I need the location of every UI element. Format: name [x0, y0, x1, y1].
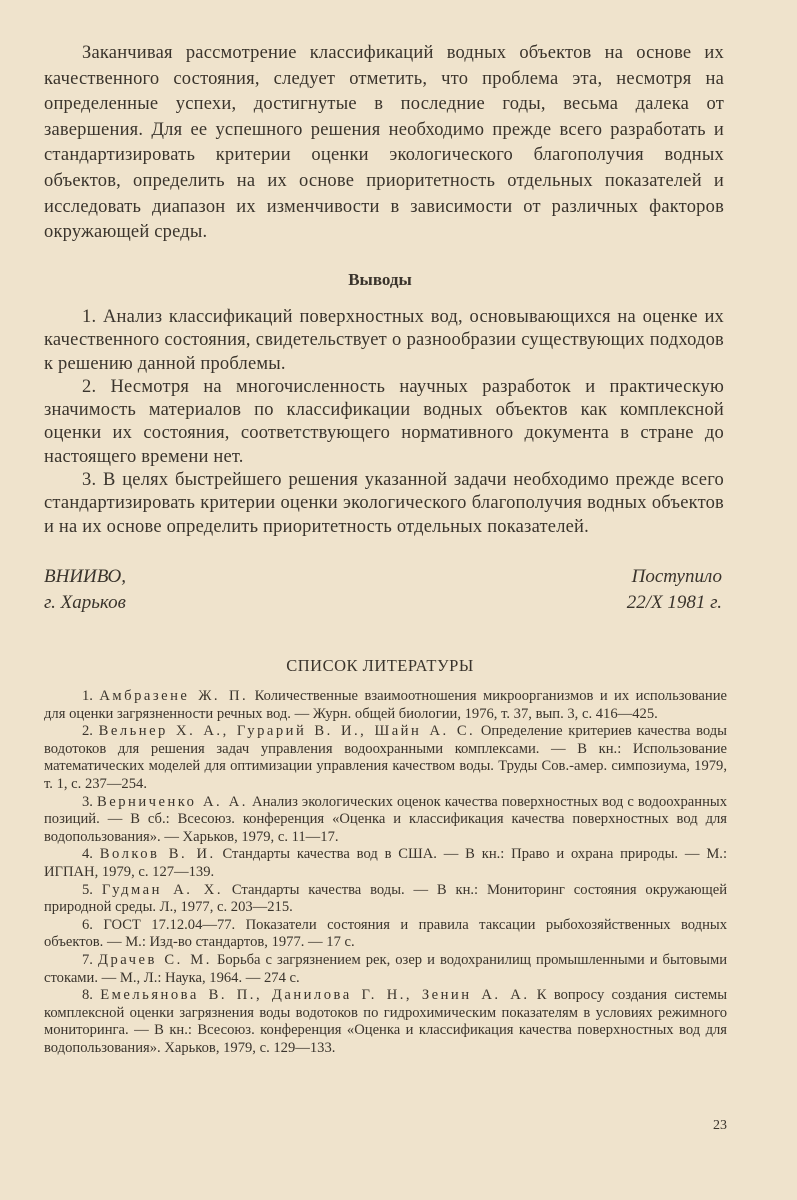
institute-city: г. Харьков [44, 592, 126, 613]
conclusions-heading: Выводы [348, 270, 412, 289]
reference-number: 6. [82, 916, 93, 933]
reference-item [44, 917, 727, 952]
intro-paragraph: Заканчивая рассмотрение классификаций водных объектов на основе их качественного состояния, следует отметить, что проблема эта, несмотря на определенные успехи, достигнутые в последние годы, весьма далека от завершения. Для ее успешного решения необходимо прежде всего разработать и стандартизировать критерии оценки экологического благополучия водных объектов, определить на их основе приоритетность отдельных показателей и исследовать диапазон их изменчивости в зависимости от различных факторов окружающей среды. [44, 43, 724, 243]
reference-authors: Амбразене Ж. П. [99, 688, 249, 704]
reference-authors: Драчев С. М. [98, 951, 212, 968]
received-date: 22/X 1981 г. [626, 592, 722, 613]
reference-authors: Верниченко А. А. [97, 793, 248, 810]
reference-text: Стандарты качества воды. — В кн.: Мониторинг состояния окружающей природной среды. Л., 1977, с. 203—215. [44, 881, 728, 916]
reference-item [44, 952, 727, 987]
signature-row [44, 566, 722, 588]
reference-text: ГОСТ 17.12.04—77. Показатели состояния и правила таксации рыбохозяйственных водных объектов. — М.: Изд-во стандартов, 1977. — 17 с. [44, 916, 727, 951]
reference-item [44, 794, 727, 847]
references-heading: СПИСОК ЛИТЕРАТУРЫ [286, 656, 474, 675]
conclusion-item: 1. Анализ классификаций поверхностных вод, основывающихся на оценке их качественного состояния, свидетельствует о разнообразии существующих подходов к решению данной проблемы. [44, 307, 724, 374]
reference-authors: Волков В. И. [99, 846, 216, 863]
reference-number: 3. [82, 793, 93, 810]
conclusion-item: 2. Несмотря на многочисленность научных разработок и практическую значимость материалов по классификации водных объектов как комплексной оценки их состояния, соответствующего нормативного документа в стране до настоящего времени нет. [44, 376, 724, 467]
reference-item [44, 723, 727, 793]
reference-authors: Гудман А. Х. [101, 881, 223, 898]
reference-text: Стандарты качества вод в США. — В кн.: Право и охрана природы. — М.: ИГПАН, 1979, с. 127—139. [44, 846, 727, 880]
reference-item [44, 846, 727, 881]
reference-item [44, 882, 727, 917]
reference-number: 2. [82, 723, 93, 740]
reference-authors: Вельнер Х. А., Гурарий В. И., Шайн А. С. [98, 723, 476, 740]
received-label: Поступило [631, 566, 722, 587]
reference-text: Анализ экологических оценок качества поверхностных вод с водоохранных позиций. — В сб.: Всесоюз. конференция «Оценка и классификация качества поверхностных вод для водопользования». — Харьков, 1979, с. 11—17. [44, 793, 727, 845]
reference-authors: Емельянова В. П., Данилова Г. Н., Зенин А. А. [100, 987, 530, 1004]
signature-row [44, 592, 722, 614]
institute-name: ВНИИВО, [44, 566, 126, 587]
conclusion-item: 3. В целях быстрейшего решения указанной задачи необходимо прежде всего стандартизировать критерии оценки экологического благополучия водных объектов и на их основе определить приоритетность отдельных показателей. [44, 470, 724, 537]
reference-number: 8. [82, 987, 93, 1004]
reference-item [44, 987, 727, 1057]
conclusions-list [44, 306, 724, 539]
reference-number: 7. [82, 951, 93, 968]
reference-text: Количественные взаимоотношения микроорганизмов и их использование для оценки загрязненности речных вод. — Журн. общей биологии, 1976, т. 37, вып. 3, с. 416—425. [44, 688, 727, 722]
reference-number: 4. [82, 846, 93, 863]
reference-text: К вопросу создания системы комплексной оценки загрязнения воды водотоков по гидрохимическим показателям в условиях режимного мониторинга. — В кн.: Всесоюз. конференция «Оценка и классификация качества поверхностных вод для водопользования». Харьков, 1979, с. 129—133. [44, 987, 727, 1056]
reference-number: 5. [82, 881, 93, 898]
page-number: 23 [713, 1118, 727, 1133]
references-list [44, 688, 727, 1057]
reference-text: Определение критериев качества воды водотоков для решения задач управления водоохранными комплексами. — В кн.: Использование математических моделей для оптимизации управления качеством воды. Труды Сов.-амер. симпозиума, 1979, т. 1, с. 237—254. [44, 723, 727, 792]
reference-text: Борьба с загрязнением рек, озер и водохранилищ промышленными и бытовыми стоками. — М., Л.: Наука, 1964. — 274 с. [44, 951, 728, 986]
reference-item [44, 688, 727, 723]
reference-number: 1. [82, 688, 93, 704]
